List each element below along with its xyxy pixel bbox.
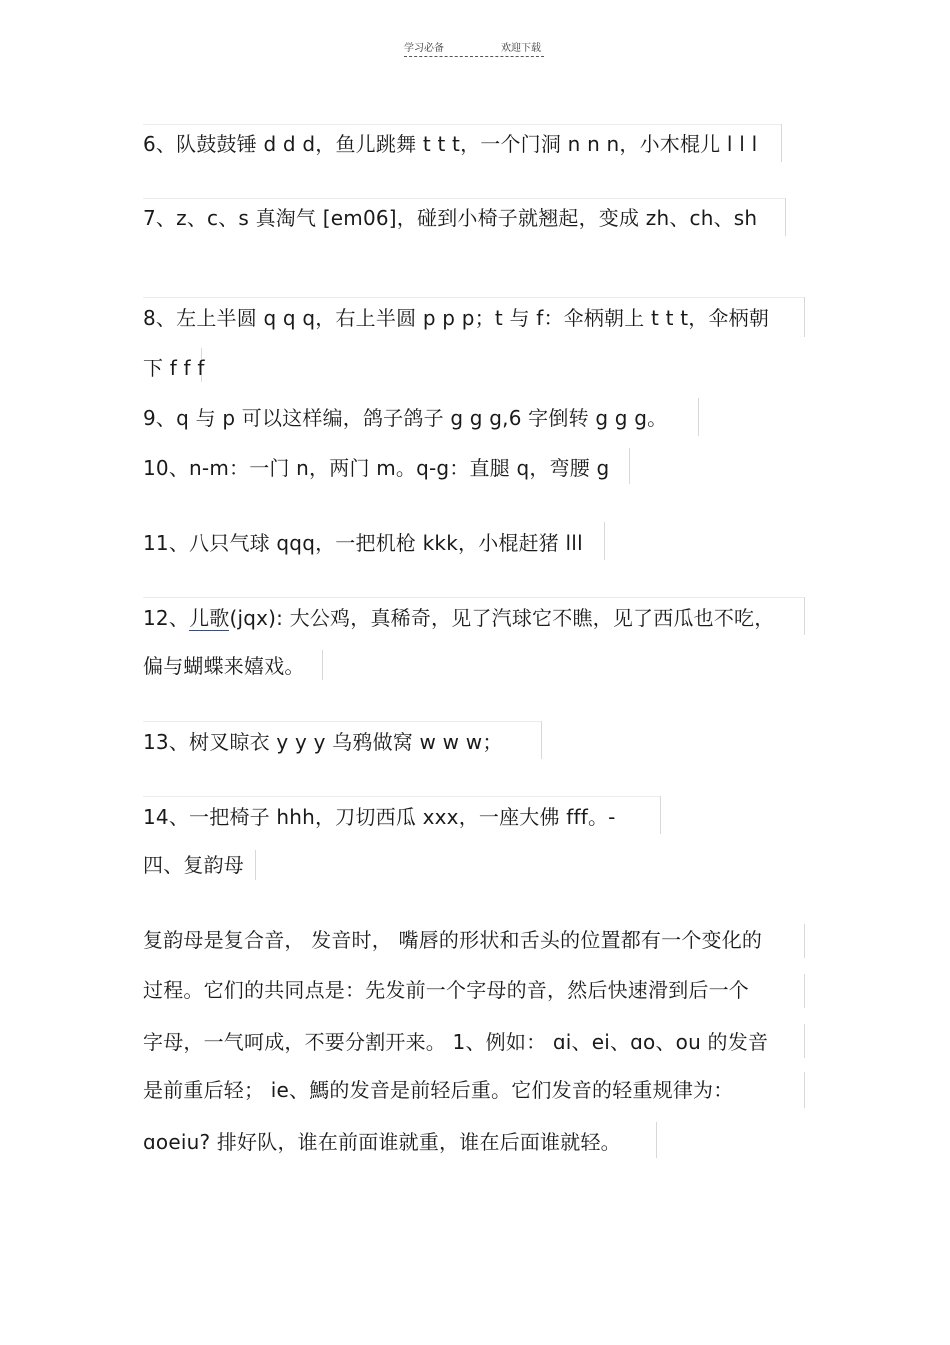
item-12-line-1 <box>143 604 774 632</box>
item-13: 13、树叉晾衣 y y y 乌鸦做窝 w w w； <box>143 730 503 754</box>
paragraph-line-3: 字母，一气呵成，不要分割开来。 1、例如： ɑi、ei、ɑo、ou 的发音 <box>143 1030 769 1054</box>
item-9: 9、q 与 p 可以这样编，鸽子鸽子 g g g,6 字倒转 g g g。 <box>143 406 668 430</box>
song-link[interactable]: 儿歌 <box>189 606 230 630</box>
scan-rule <box>785 198 786 236</box>
scan-rule <box>698 398 699 436</box>
scan-rule <box>604 522 605 560</box>
item-12-rest: (jqx): 大公鸡，真稀奇，见了汽球它不瞧，见了西瓜也不吃， <box>229 606 775 630</box>
scan-rule <box>781 124 782 162</box>
item-8-line-2: 下 f f f <box>143 356 205 380</box>
scan-rule <box>804 974 805 1008</box>
page-header <box>404 38 544 57</box>
scan-rule <box>660 796 661 834</box>
header-left-text: 学习必备 <box>404 43 444 54</box>
scan-rule <box>804 597 805 635</box>
paragraph-line-2: 过程。它们的共同点是：先发前一个字母的音，然后快速滑到后一个 <box>143 978 749 1002</box>
scan-rule <box>143 297 804 298</box>
item-7: 7、z、c、s 真淘气 [em06]，碰到小椅子就翘起，变成 zh、ch、sh <box>143 206 758 230</box>
item-8-line-1: 8、左上半圆 q q q，右上半圆 p p p；t 与 f：伞柄朝上 t t t，伞柄朝 <box>143 306 770 330</box>
item-12-line-2: 偏与蝴蝶来嬉戏。 <box>143 654 305 678</box>
scan-rule <box>322 650 323 680</box>
scan-rule <box>143 796 660 797</box>
scan-rule <box>255 850 256 880</box>
scan-rule <box>804 1024 805 1058</box>
item-14: 14、一把椅子 hhh，刀切西瓜 xxx，一座大佛 fff。- <box>143 805 616 829</box>
scan-rule <box>804 924 805 958</box>
paragraph-line-1: 复韵母是复合音， 发音时， 嘴唇的形状和舌头的位置都有一个变化的 <box>143 928 763 952</box>
scan-rule <box>143 124 781 125</box>
scan-rule <box>804 297 805 337</box>
scan-rule <box>143 198 785 199</box>
scan-rule <box>629 448 630 484</box>
header-right-text: 欢迎下载 <box>501 43 541 54</box>
paragraph-line-4: 是前重后轻； ie、鰢的发音是前轻后重。它们发音的轻重规律为： <box>143 1078 734 1102</box>
scan-rule <box>541 721 542 759</box>
item-11: 11、八只气球 qqq，一把机枪 kkk，小棍赶猪 lll <box>143 531 583 555</box>
scan-rule <box>656 1122 657 1158</box>
item-10: 10、n-m：一门 n，两门 m。q-g：直腿 q，弯腰 g <box>143 456 610 480</box>
scan-rule <box>804 1072 805 1108</box>
section-heading: 四、复韵母 <box>143 853 244 877</box>
paragraph-line-5: ɑoeiu? 排好队，谁在前面谁就重，谁在后面谁就轻。 <box>143 1130 621 1154</box>
scan-rule <box>143 721 541 722</box>
scan-rule <box>143 597 804 598</box>
item-12-prefix: 12、 <box>143 606 190 630</box>
item-6: 6、队鼓鼓锤 d d d，鱼儿跳舞 t t t，一个门洞 n n n，小木棍儿 l l l <box>143 132 758 156</box>
